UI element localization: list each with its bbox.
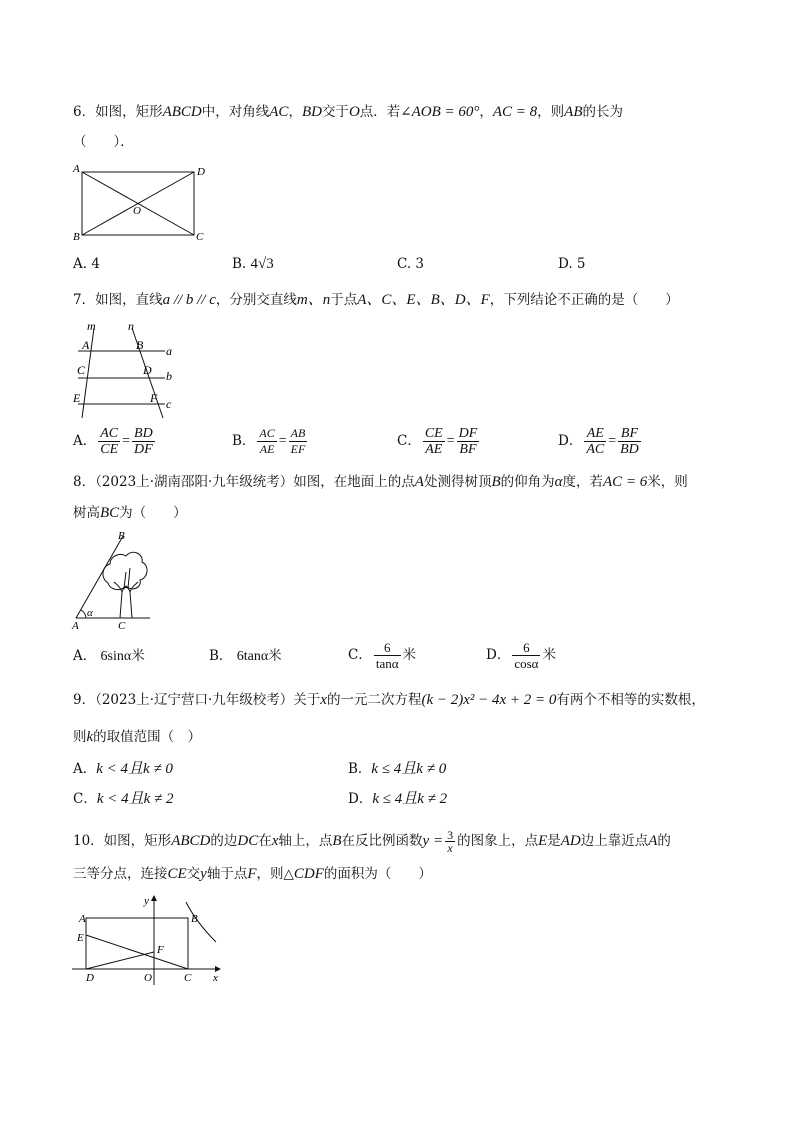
q6-option-c[interactable]: C. 3 — [397, 256, 425, 272]
q8-option-a[interactable]: A． 6sinα米 — [73, 648, 145, 664]
q7-label-b-line: b — [166, 369, 172, 383]
q9-option-a[interactable]: A．k < 4且k ≠ 0 — [73, 761, 173, 777]
q10-label-y: y — [144, 895, 149, 907]
q10-label-a: A — [79, 913, 86, 925]
q10-label-f: F — [157, 944, 164, 956]
q7-label-c-point: C — [77, 363, 86, 377]
q8-option-c[interactable]: C． $\frac{6}{\tan\alpha}$ 米 — [348, 640, 417, 671]
q8-label-a: A — [72, 620, 79, 632]
q7-stem: 7．如图，直线a // b // c，分别交直线m、n于点A、C、E、B、D、F，下列结论不正确的是（ ） — [73, 292, 679, 308]
q9-stem: 9．（2023上·辽宁营口·九年级校考）关于x的一元二次方程(k − 2)x² − 4x + 2 = 0有两个不相等的实数根， — [73, 692, 705, 708]
q7-label-c-line: c — [166, 397, 172, 411]
q7-label-a-point: A — [82, 338, 90, 352]
q10-segment-ce — [86, 935, 188, 969]
q8-figure — [68, 528, 168, 632]
q10-label-o: O — [144, 972, 152, 984]
q6-paren: （ ）． — [73, 134, 134, 150]
q10-label-b: B — [191, 913, 198, 925]
q8-label-c: C — [118, 620, 126, 632]
q8-stem-line2: 树高BC为（ ） — [73, 505, 187, 521]
q10-label-c: C — [184, 972, 192, 984]
q7-label-n: n — [128, 319, 134, 333]
q8-option-b[interactable]: B． 6tanα米 — [209, 648, 282, 664]
q8-tree-branch — [124, 568, 130, 588]
q10-rectangle — [86, 918, 188, 969]
q7-label-m: m — [87, 319, 96, 333]
q8-sight-line — [76, 536, 123, 618]
q8-label-alpha: α — [87, 607, 93, 619]
q7-label-d-point: D — [143, 363, 152, 377]
q10-label-x: x — [213, 972, 218, 984]
q6-option-a[interactable]: A. 4 — [73, 256, 100, 272]
q10-segment-df — [86, 952, 154, 969]
q7-option-a[interactable]: A． $\frac{AC}{CE}$ = $\frac{BD}{DF}$ — [73, 426, 153, 457]
q8-label-b: B — [118, 530, 125, 542]
q8-option-d[interactable]: D． $\frac{6}{\cos\alpha}$ 米 — [486, 640, 556, 671]
q9-option-b[interactable]: B．k ≤ 4且k ≠ 0 — [348, 761, 447, 777]
q8-tree-trunk — [114, 582, 138, 618]
q9-stem-line2: 则k的取值范围（ ） — [73, 729, 202, 745]
q7-option-d[interactable]: D． $\frac{AE}{AC}$ = $\frac{BF}{BD}$ — [558, 426, 639, 457]
q9-option-c[interactable]: C．k < 4且k ≠ 2 — [73, 791, 174, 807]
q6-figure — [70, 160, 210, 242]
q6-label-b: B — [73, 231, 80, 242]
q7-label-e-point: E — [73, 391, 81, 405]
q6-option-d[interactable]: D. 5 — [558, 256, 586, 272]
q9-option-d[interactable]: D．k ≤ 4且k ≠ 2 — [348, 791, 448, 807]
q7-figure — [70, 318, 190, 420]
q6-option-b[interactable]: B. 4√3 — [232, 256, 274, 272]
q10-stem-line2: 三等分点，连接CE交y轴于点F，则△CDF的面积为（ ） — [73, 866, 432, 882]
q6-label-a: A — [73, 163, 80, 175]
q10-label-d: D — [86, 972, 94, 984]
q10-label-e: E — [77, 932, 84, 944]
q10-figure — [70, 892, 230, 986]
q6-label-d: D — [197, 166, 205, 178]
q6-label-o: O — [133, 205, 141, 217]
q6-label-c: C — [196, 231, 204, 242]
q7-label-b-point: B — [136, 338, 144, 352]
q7-label-a-line: a — [166, 344, 172, 358]
q7-label-f-point: F — [150, 391, 158, 405]
q10-stem: 10．如图，矩形ABCD的边DC在x轴上，点B在反比例函数y = $\frac{3}{x}$ 的图象上，点E是AD边上靠近点A的 — [73, 828, 671, 855]
q6-stem: 6．如图，矩形ABCD中，对角线AC，BD交于O点．若∠AOB = 60°，AC = 8，则AB的长为 — [73, 104, 623, 120]
q7-option-b[interactable]: B． $\frac{AC}{AE}$ = $\frac{AB}{EF}$ — [232, 426, 306, 456]
q8-stem: 8．（2023上·湖南邵阳·九年级统考）如图，在地面上的点A处测得树顶B的仰角为α度，若AC = 6米，则 — [73, 474, 688, 490]
q8-angle-arc — [81, 610, 86, 618]
q7-option-c[interactable]: C． $\frac{CE}{AE}$ = $\frac{DF}{BF}$ — [397, 426, 478, 457]
